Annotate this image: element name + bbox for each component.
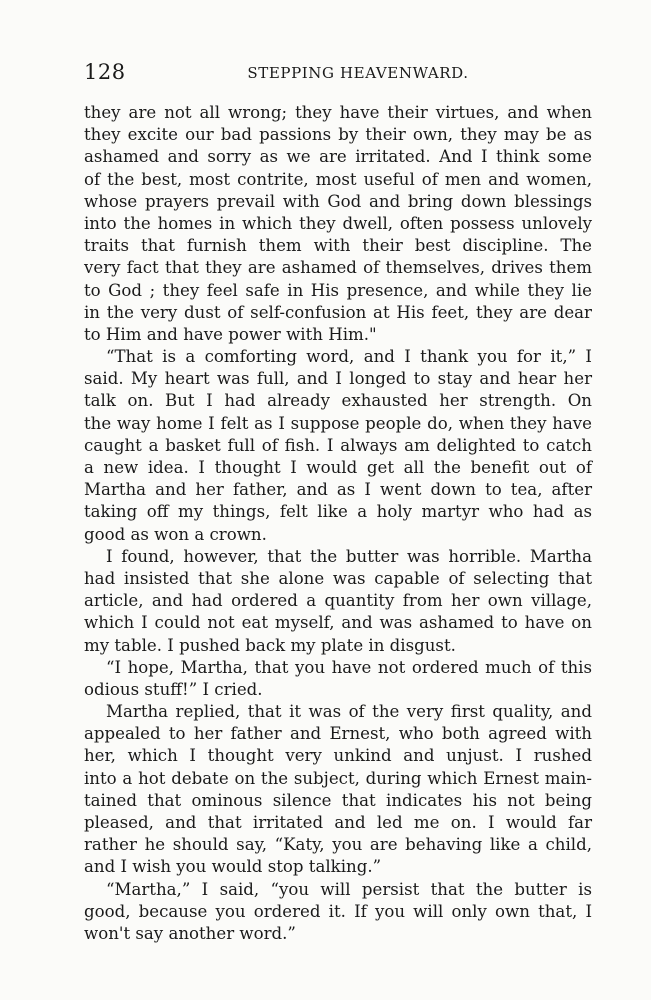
page-number: 128 — [84, 60, 126, 84]
text-line: Martha replied, that it was of the very first quality, and — [106, 702, 592, 722]
text-line: rather he should say, “Katy, you are behaving like a child, — [84, 835, 592, 855]
text-line: article, and had ordered a quantity from her own village, — [84, 591, 592, 611]
text-line: won't say another word.” — [84, 923, 296, 943]
text-line: good as won a crown. — [84, 524, 267, 544]
text-line: and I wish you would stop talking.” — [84, 857, 382, 877]
text-line: a new idea. I thought I would get all the benefit out of — [84, 458, 592, 477]
text-line: of the best, most contrite, most useful of men and women, — [84, 169, 592, 189]
text-line: into the homes in which they dwell, often possess unlovely — [84, 213, 592, 233]
text-line: “I hope, Martha, that you have not ordered much of this — [106, 657, 592, 677]
text-line: whose prayers prevail with God and bring down blessings — [84, 191, 592, 211]
text-line: which I could not eat myself, and was ashamed to have on — [84, 613, 592, 633]
text-line: pleased, and that irritated and led me on. I would far — [84, 813, 592, 832]
running-title: STEPPING HEAVENWARD. — [247, 64, 469, 82]
text-line: my table. I pushed back my plate in disgust. — [84, 635, 456, 655]
text-line: appealed to her father and Ernest, who both agreed with — [84, 724, 592, 744]
text-line: traits that furnish them with their best discipline. The — [84, 236, 592, 256]
page-header — [84, 58, 592, 88]
text-line: they excite our bad passions by their own, they may be as — [84, 125, 592, 145]
text-line: I found, however, that the butter was horrible. Martha — [106, 546, 592, 566]
text-line: had insisted that she alone was capable of selecting that — [84, 568, 592, 588]
text-line: good, because you ordered it. If you will only own that, I — [84, 901, 592, 921]
text-line: ashamed and sorry as we are irritated. And I think some — [84, 147, 592, 167]
text-line: into a hot debate on the subject, during which Ernest main- — [84, 768, 592, 788]
text-line: they are not all wrong; they have their virtues, and when — [84, 103, 592, 122]
text-line: said. My heart was full, and I longed to stay and hear her — [84, 369, 592, 389]
text-line: very fact that they are ashamed of themselves, drives them — [84, 258, 592, 278]
text-line: tained that ominous silence that indicates his not being — [84, 790, 592, 810]
text-line: odious stuff!” I cried. — [84, 679, 263, 699]
text-line: to God ; they feel safe in His presence, and while they lie — [84, 280, 592, 300]
text-line: taking off my things, felt like a holy martyr who had as — [84, 502, 592, 522]
text-line: to Him and have power with Him." — [84, 324, 377, 344]
text-line: caught a basket full of fish. I always am delighted to catch — [84, 435, 592, 455]
text-line: the way home I felt as I suppose people do, when they have — [84, 413, 592, 433]
text-line: her, which I thought very unkind and unjust. I rushed — [84, 746, 592, 766]
text-line: “That is a comforting word, and I thank you for it,” I — [106, 347, 592, 367]
text-line: “Martha,” I said, “you will persist that the butter is — [106, 879, 592, 899]
text-line: Martha and her father, and as I went down to tea, after — [84, 480, 592, 500]
text-line: talk on. But I had already exhausted her strength. On — [84, 391, 592, 411]
text-line: in the very dust of self-confusion at His feet, they are dear — [84, 302, 592, 322]
body-text — [84, 102, 592, 945]
